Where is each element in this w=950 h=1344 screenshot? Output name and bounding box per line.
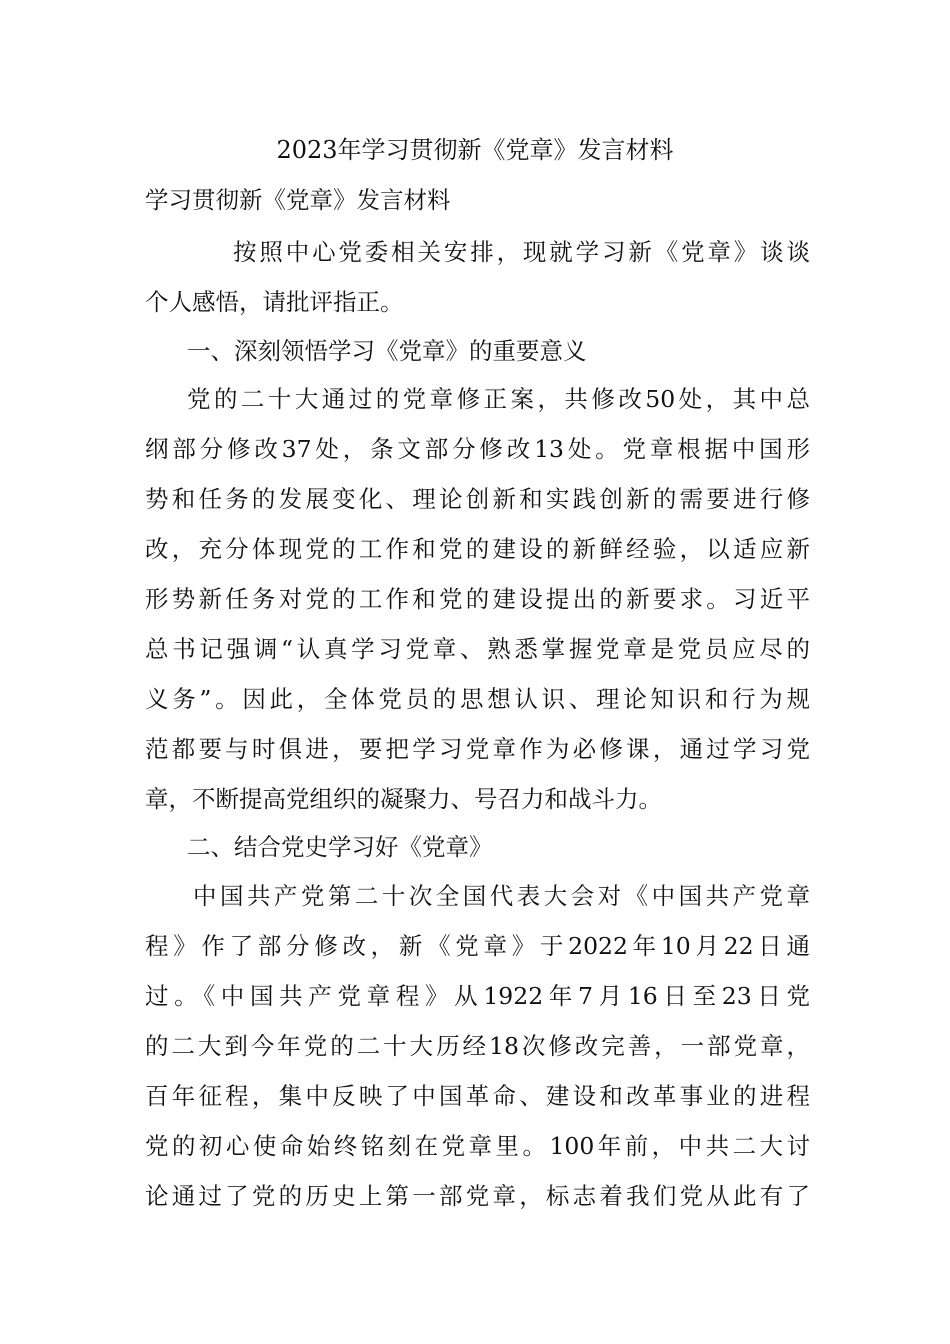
paragraph-line: 过。《中国共产党章程》从1922年7月16日至23日党 bbox=[145, 982, 810, 1010]
paragraph-line: 百年征程，集中反映了中国革命、建设和改革事业的进程 bbox=[145, 1082, 810, 1110]
paragraph-line: 总书记强调“认真学习党章、熟悉掌握党章是党员应尽的 bbox=[145, 635, 810, 663]
document-title: 2023年学习贯彻新《党章》发言材料 bbox=[276, 136, 674, 164]
paragraph-line: 势和任务的发展变化、理论创新和实践创新的需要进行修 bbox=[145, 485, 810, 513]
paragraph-line: 党的二十大通过的党章修正案，共修改50处，其中总 bbox=[187, 385, 810, 413]
paragraph-line: 论通过了党的历史上第一部党章，标志着我们党从此有了 bbox=[145, 1182, 810, 1210]
paragraph-line: 义务”。因此，全体党员的思想认识、理论知识和行为规 bbox=[145, 685, 810, 713]
paragraph-line: 党的初心使命始终铭刻在党章里。100年前，中共二大讨 bbox=[145, 1132, 810, 1160]
document-subtitle: 学习贯彻新《党章》发言材料 bbox=[145, 186, 451, 214]
paragraph-line: 中国共产党第二十次全国代表大会对《中国共产党章 bbox=[193, 882, 810, 910]
paragraph-line: 程》作了部分修改，新《党章》于2022年10月22日通 bbox=[145, 932, 810, 960]
paragraph-line: 按照中心党委相关安排，现就学习新《党章》谈谈 bbox=[233, 238, 810, 266]
paragraph-line: 范都要与时俱进，要把学习党章作为必修课，通过学习党 bbox=[145, 735, 810, 763]
paragraph-line: 形势新任务对党的工作和党的建设提出的新要求。习近平 bbox=[145, 585, 810, 613]
paragraph-line: 改，充分体现党的工作和党的建设的新鲜经验，以适应新 bbox=[145, 535, 810, 563]
paragraph-line: 纲部分修改37处，条文部分修改13处。党章根据中国形 bbox=[145, 435, 810, 463]
paragraph-line: 的二大到今年党的二十大历经18次修改完善，一部党章， bbox=[145, 1032, 810, 1060]
paragraph-line: 个人感悟，请批评指正。 bbox=[145, 288, 404, 316]
section-heading-2: 二、结合党史学习好《党章》 bbox=[187, 833, 493, 861]
paragraph-line: 章，不断提高党组织的凝聚力、号召力和战斗力。 bbox=[145, 785, 662, 813]
section-heading-1: 一、深刻领悟学习《党章》的重要意义 bbox=[187, 337, 587, 365]
